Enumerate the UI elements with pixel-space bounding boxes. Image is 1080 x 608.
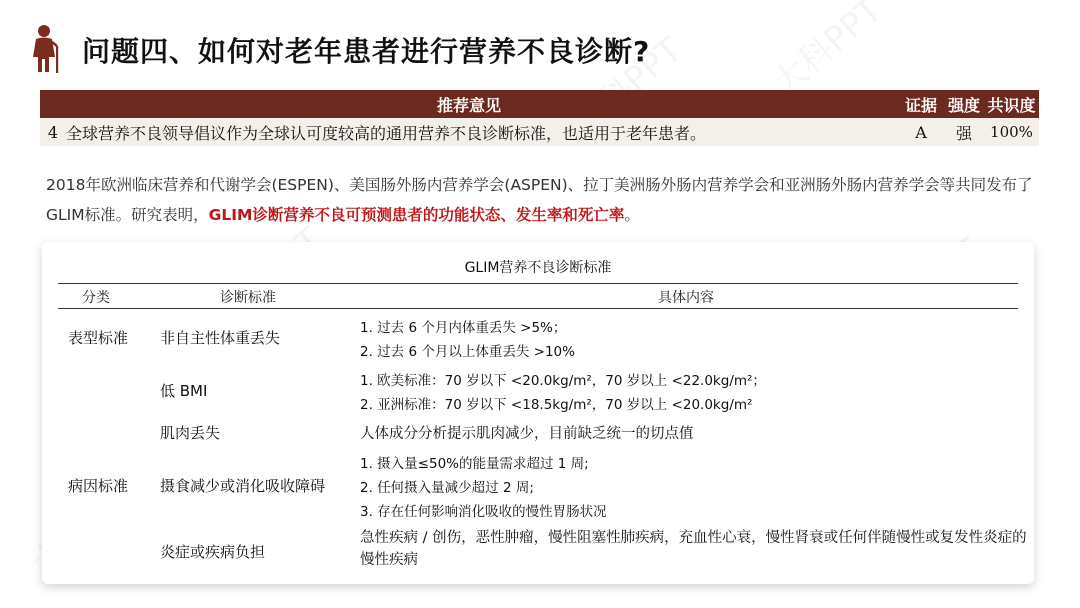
header-bottom-rule	[58, 308, 1018, 309]
criterion-inflammation: 炎症或疾病负担	[160, 543, 266, 561]
detail-line: 人体成分分析提示肌肉减少，目前缺乏统一的切点值	[360, 426, 694, 442]
paragraph-end: 。	[624, 206, 640, 224]
category-etiologic: 病因标准	[68, 477, 129, 495]
elderly-person-icon	[27, 24, 63, 74]
criterion-low-bmi: 低 BMI	[160, 382, 208, 400]
header-category: 分类	[82, 290, 110, 306]
paragraph-text: 2018年欧洲临床营养和代谢学会(ESPEN)、美国肠外肠内营养学会(ASPEN)、拉丁美洲肠外肠内营养学会和亚洲肠外肠内营养学会等共同发布了GLIM标准。研究表明，	[46, 176, 1033, 224]
strength-level: 强	[955, 123, 972, 143]
header-criteria: 诊断标准	[220, 290, 276, 306]
detail-line: 1. 摄入量≤50%的能量需求超过 1 周;	[360, 456, 589, 472]
page-title: 问题四、如何对老年患者进行营养不良诊断?	[82, 35, 651, 68]
table-top-rule	[58, 283, 1018, 284]
evidence-level: A	[915, 122, 927, 142]
criterion-reduced-intake: 摄食减少或消化吸收障碍	[160, 477, 326, 495]
consensus-level: 100%	[990, 123, 1033, 141]
header-consensus: 共识度	[987, 95, 1036, 115]
recommendation-number: 4	[47, 122, 59, 142]
intro-paragraph	[46, 170, 1038, 230]
detail-line: 2. 亚洲标准：70 岁以下 <18.5kg/m²，70 岁以上 <20.0kg/m²	[360, 397, 753, 413]
criterion-weight-loss: 非自主性体重丢失	[160, 329, 281, 347]
category-phenotypic: 表型标准	[68, 329, 129, 347]
recommendation-text: 全球营养不良领导倡议作为全球认可度较高的通用营养不良诊断标准，也适用于老年患者。	[66, 123, 707, 143]
glim-table-title: GLIM营养不良诊断标准	[464, 260, 612, 276]
detail-line: 2. 过去 6 个月以上体重丢失 >10%	[360, 344, 575, 360]
detail-line: 1. 欧美标准：70 岁以下 <20.0kg/m²，70 岁以上 <22.0kg/m²；	[360, 373, 766, 389]
recommendation-table	[40, 90, 1039, 146]
detail-line: 1. 过去 6 个月内体重丢失 >5%；	[360, 320, 567, 336]
paragraph-highlight: GLIM诊断营养不良可预测患者的功能状态、发生率和死亡率	[208, 206, 625, 224]
header-strength: 强度	[947, 95, 980, 115]
header-evidence: 证据	[904, 95, 937, 115]
header-recommendation: 推荐意见	[436, 95, 501, 115]
recommendation-header-row	[40, 90, 1039, 118]
criterion-muscle-loss: 肌肉丢失	[160, 424, 221, 442]
recommendation-row	[40, 118, 1039, 146]
glim-table-card	[42, 242, 1034, 584]
detail-line: 2. 任何摄入量减少超过 2 周;	[360, 480, 534, 496]
detail-line: 急性疾病 / 创伤，恶性肿瘤，慢性阻塞性肺疾病，充血性心衰，慢性肾衰或任何伴随慢性或复发性炎症的慢性疾病	[360, 530, 1027, 568]
header-details: 具体内容	[658, 290, 714, 306]
detail-line: 3. 存在任何影响消化吸收的慢性胃肠状况	[360, 504, 607, 520]
